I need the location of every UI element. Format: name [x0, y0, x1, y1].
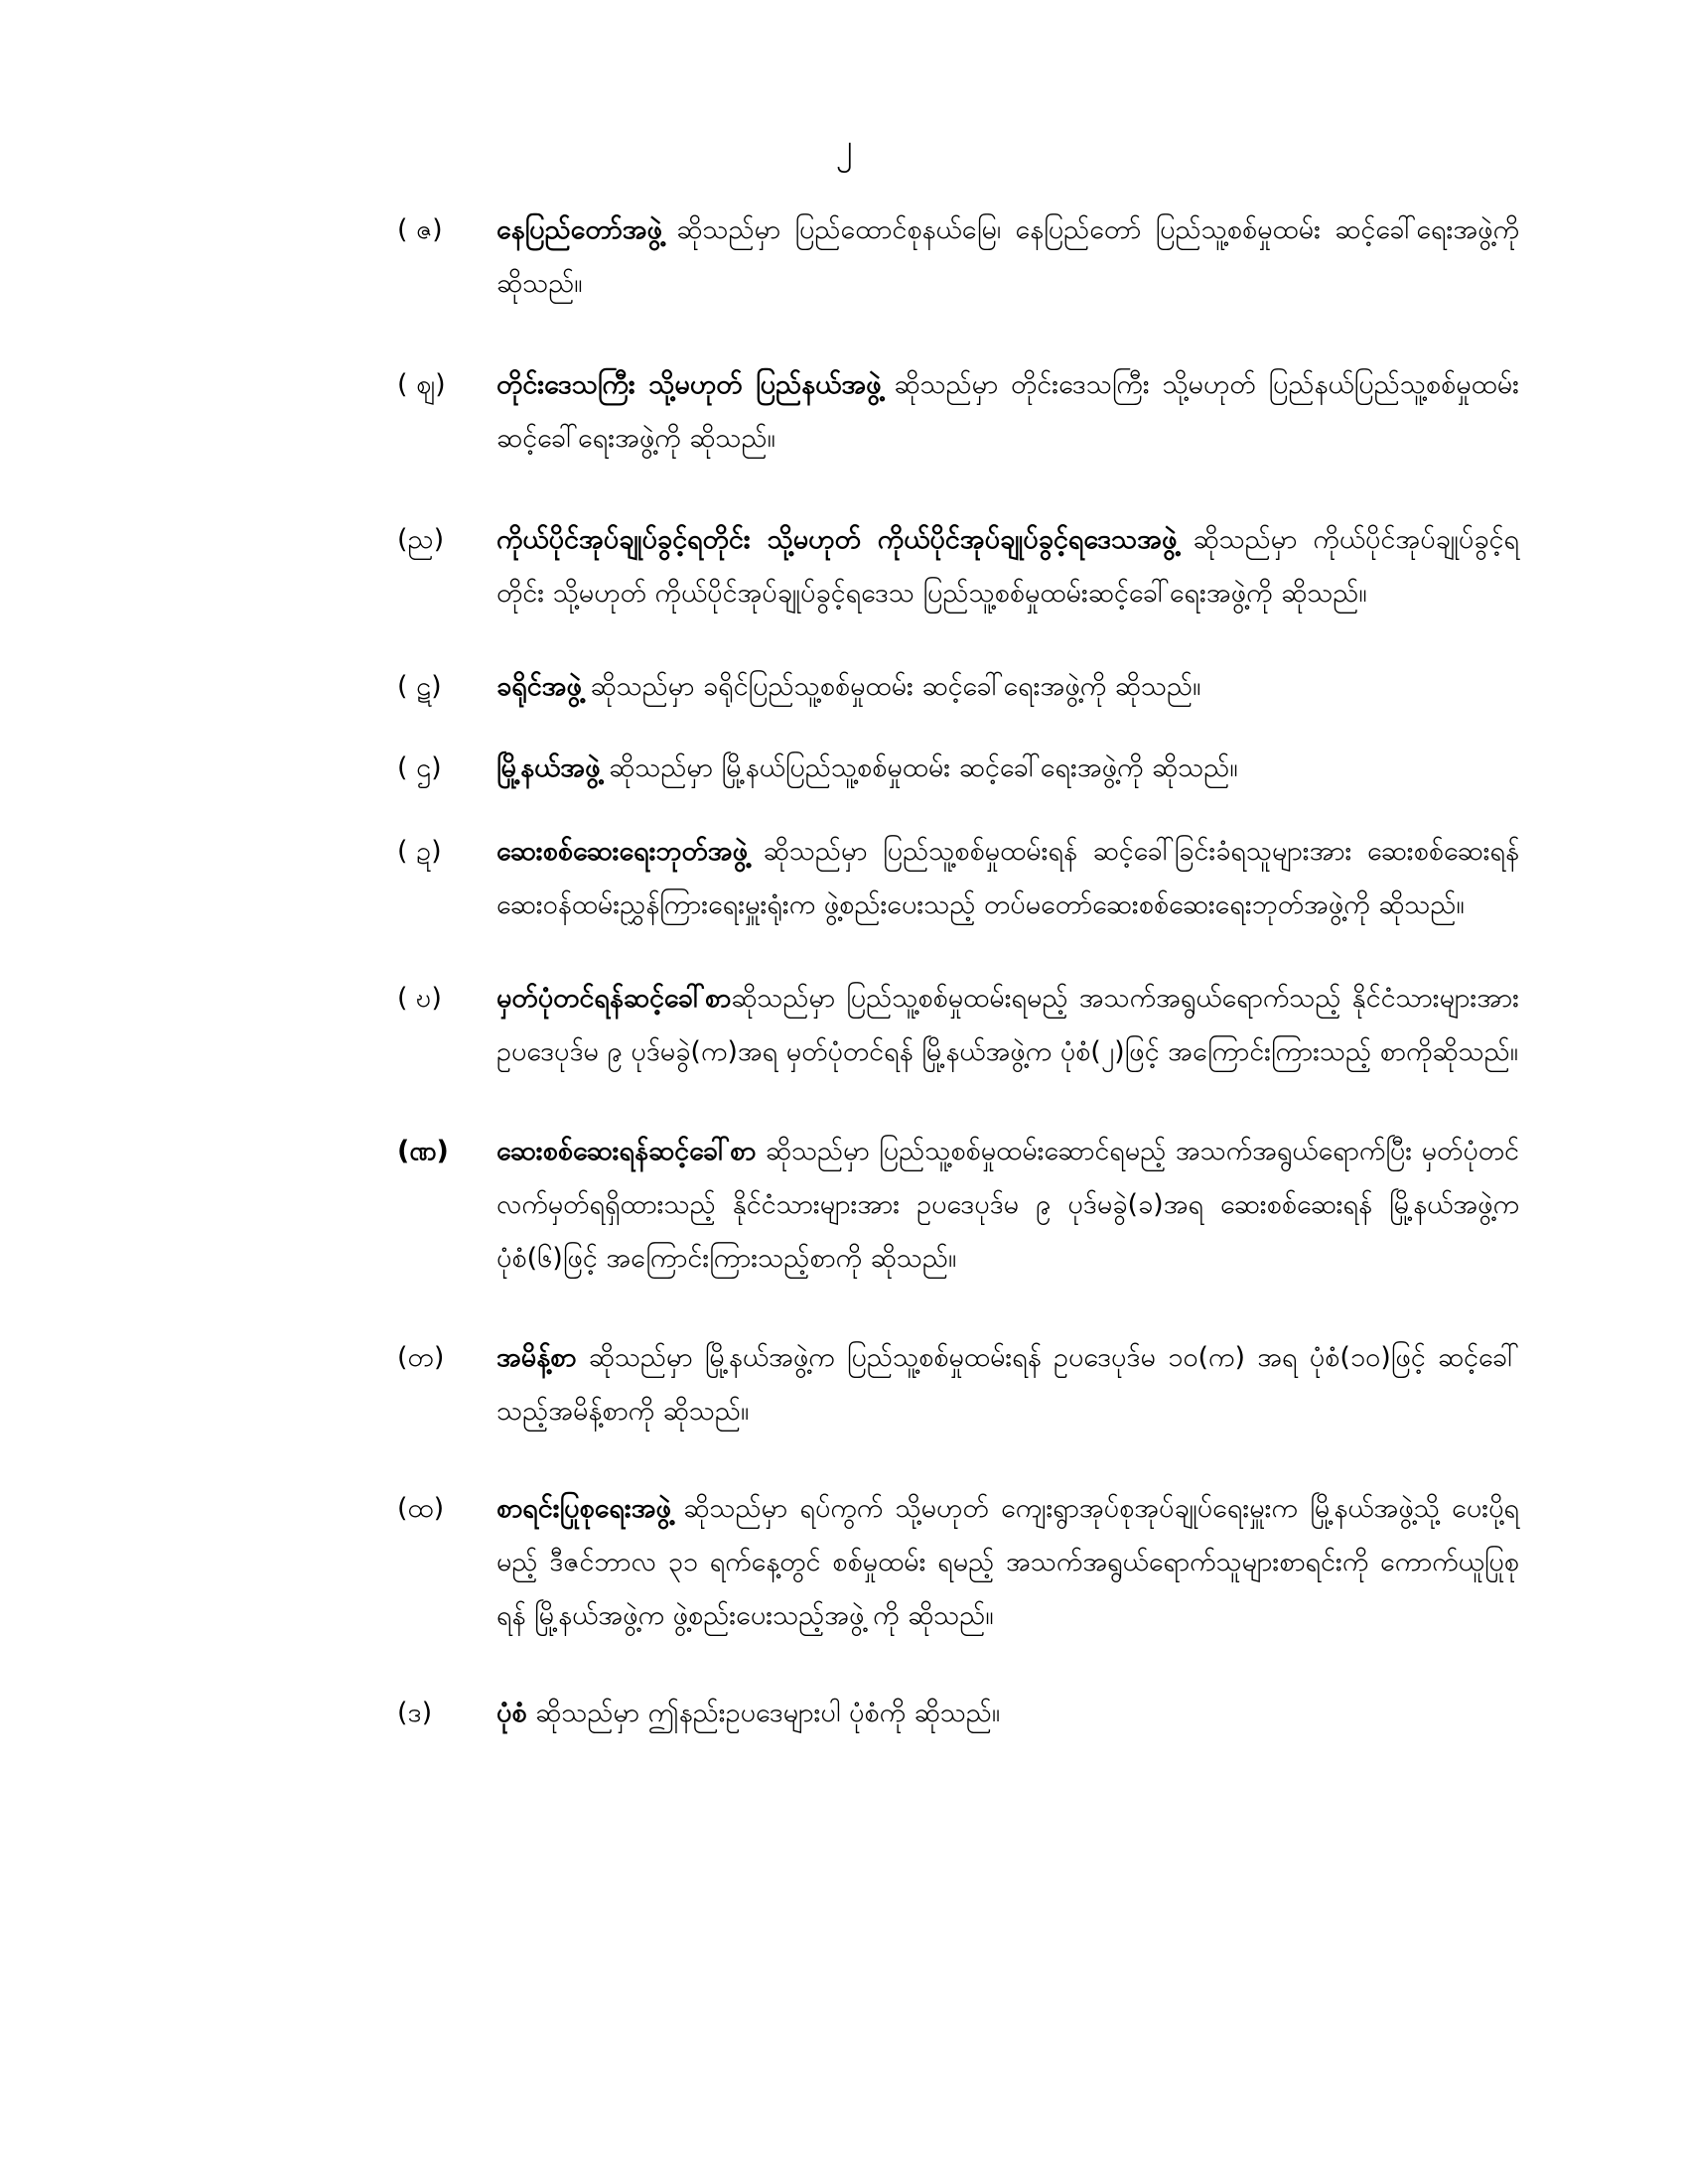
defined-term: ခရိုင်အဖွဲ့	[496, 671, 582, 702]
definition-item	[397, 742, 1519, 795]
definition-description: ဆိုသည်မှာ ကိုယ်ပိုင်အုပ်ချုပ်ခွင့်ရတိုင်း သို့မဟုတ် ကိုယ်ပိုင်အုပ်ချုပ်ခွင့်ရဒေသ ပြည်သူ့စစ်မှုထမ်းဆင့်ခေါ်ရေးအဖွဲ့ကို ဆိုသည်။	[496, 524, 1519, 609]
defined-term: တိုင်းဒေသကြီး သို့မဟုတ် ပြည်နယ်အဖွဲ့	[496, 369, 882, 400]
definition-description: ဆိုသည်မှာ ပြည်သူ့စစ်မှုထမ်းရမည့် အသက်အရွယ်ရောက်သည့် နိုင်ငံသားများအား ဥပဒေပုဒ်မ ၉ ပုဒ်မခွဲ(က)အရ မှတ်ပုံတင်ရန် မြို့နယ်အဖွဲ့က ပုံစံ(၂)ဖြင့် အကြောင်းကြားသည့် စာကိုဆိုသည်။	[496, 983, 1519, 1067]
page-number: ၂	[835, 127, 853, 167]
definition-description: ဆိုသည်မှာ မြို့နယ်အဖွဲ့က ပြည်သူ့စစ်မှုထမ်းရန် ဥပဒေပုဒ်မ ၁၀(က) အရ ပုံစံ(၁၀)ဖြင့် ဆင့်ခေါ်သည့်အမိန့်စာကို ဆိုသည်။	[496, 1342, 1519, 1427]
definition-text	[496, 742, 1519, 795]
definition-description: ဆိုသည်မှာ ပြည်ထောင်စုနယ်မြေ၊ နေပြည်တော် ပြည်သူ့စစ်မှုထမ်း ဆင့်ခေါ်ရေးအဖွဲ့ကို ဆိုသည်။	[496, 214, 1519, 299]
definitions-list	[397, 204, 1519, 1740]
definition-text	[496, 204, 1519, 311]
definition-item	[397, 513, 1519, 620]
definition-text	[496, 513, 1519, 620]
defined-term: ဆေးစစ်ဆေးရေးဘုတ်အဖွဲ့	[496, 836, 749, 867]
defined-term: ဆေးစစ်ဆေးရန်ဆင့်ခေါ်စာ	[496, 1136, 757, 1166]
clause-marker: (တ)	[397, 1342, 445, 1373]
definition-description: ဆိုသည်မှာ ပြည်သူ့စစ်မှုထမ်းရန် ဆင့်ခေါ်ခြင်းခံရသူများအား ဆေးစစ်ဆေးရန် ဆေးဝန်ထမ်းညွှန်ကြားရေးမှူးရုံးက ဖွဲ့စည်းပေးသည့် တပ်မတော်ဆေးစစ်ဆေးရေးဘုတ်အဖွဲ့ကို ဆိုသည်။	[496, 836, 1519, 920]
clause-marker: (ည)	[397, 524, 445, 555]
definition-item	[397, 204, 1519, 311]
definition-description: ဆိုသည်မှာ မြို့နယ်ပြည်သူ့စစ်မှုထမ်း ဆင့်ခေါ်ရေးအဖွဲ့ကို ဆိုသည်။	[600, 752, 1238, 783]
clause-marker: (ထ)	[397, 1493, 445, 1524]
definition-item	[397, 1331, 1519, 1438]
definition-item	[397, 660, 1519, 714]
definition-description: ဆိုသည်မှာ ခရိုင်ပြည်သူ့စစ်မှုထမ်း ဆင့်ခေါ်ရေးအဖွဲ့ကို ဆိုသည်။	[581, 671, 1201, 702]
definition-description: ဆိုသည်မှာ ရပ်ကွက် သို့မဟုတ် ကျေးရွာအုပ်စုအုပ်ချုပ်ရေးမှူးက မြို့နယ်အဖွဲ့သို့ ပေးပို့ရမည့် ဒီဇင်ဘာလ ၃၁ ရက်နေ့တွင် စစ်မှုထမ်း ရမည့် အသက်အရွယ်ရောက်သူများစာရင်းကို ကောက်ယူပြုစုရန် မြို့နယ်အဖွဲ့က ဖွဲ့စည်းပေးသည့်အဖွဲ့ ကို ဆိုသည်။	[496, 1493, 1519, 1631]
defined-term: မြို့နယ်အဖွဲ့	[496, 752, 601, 783]
clause-marker: ( ဇ)	[397, 214, 443, 245]
definition-description: ဆိုသည်မှာ တိုင်းဒေသကြီး သို့မဟုတ် ပြည်နယ်ပြည်သူ့စစ်မှုထမ်းဆင့်ခေါ်ရေးအဖွဲ့ကို ဆိုသည်။	[496, 369, 1520, 454]
clause-marker: ( ဋ)	[397, 671, 442, 702]
clause-marker: ( ဌ)	[397, 752, 442, 783]
definition-text	[496, 1125, 1519, 1286]
definition-description: ဆိုသည်မှာ ပြည်သူ့စစ်မှုထမ်းဆောင်ရမည့် အသက်အရွယ်ရောက်ပြီး မှတ်ပုံတင်လက်မှတ်ရရှိထားသည့် နိုင်ငံသားများအား ဥပဒေပုဒ်မ ၉ ပုဒ်မခွဲ(ခ)အရ ဆေးစစ်ဆေးရန် မြို့နယ်အဖွဲ့က ပုံစံ(၆)ဖြင့် အကြောင်းကြားသည့်စာကို ဆိုသည်။	[496, 1136, 1519, 1274]
clause-marker: ( ဎ)	[397, 983, 442, 1014]
defined-term: နေပြည်တော်အဖွဲ့	[496, 214, 662, 245]
definition-item	[397, 1687, 1519, 1740]
definition-text	[496, 1687, 1519, 1740]
defined-term: မှတ်ပုံတင်ရန်ဆင့်ခေါ်စာ	[496, 983, 732, 1014]
definition-text	[496, 1482, 1519, 1643]
definition-text	[496, 660, 1519, 714]
definition-text	[496, 825, 1519, 932]
clause-marker: (ဒ)	[397, 1698, 433, 1728]
clause-marker: ( ဈ)	[397, 369, 446, 400]
definition-text	[496, 358, 1519, 466]
definition-item	[397, 1125, 1519, 1286]
defined-term: စာရင်းပြုစုရေးအဖွဲ့	[496, 1493, 671, 1524]
defined-term: ကိုယ်ပိုင်အုပ်ချုပ်ခွင့်ရတိုင်း သို့မဟုတ် ကိုယ်ပိုင်အုပ်ချုပ်ခွင့်ရဒေသအဖွဲ့	[496, 524, 1178, 555]
definition-item	[397, 825, 1519, 932]
defined-term: အမိန့်စာ	[496, 1342, 577, 1373]
definition-description: ဆိုသည်မှာ ဤနည်းဥပဒေများပါ ပုံစံကို ဆိုသည်။	[526, 1698, 1001, 1728]
clause-marker: (ဏ)	[397, 1136, 449, 1166]
definition-item	[397, 972, 1519, 1079]
definition-text	[496, 1331, 1519, 1438]
definition-text	[496, 972, 1519, 1079]
defined-term: ပုံစံ	[496, 1698, 527, 1728]
clause-marker: ( ဍ)	[397, 836, 442, 867]
definition-item	[397, 1482, 1519, 1643]
definition-item	[397, 358, 1519, 466]
